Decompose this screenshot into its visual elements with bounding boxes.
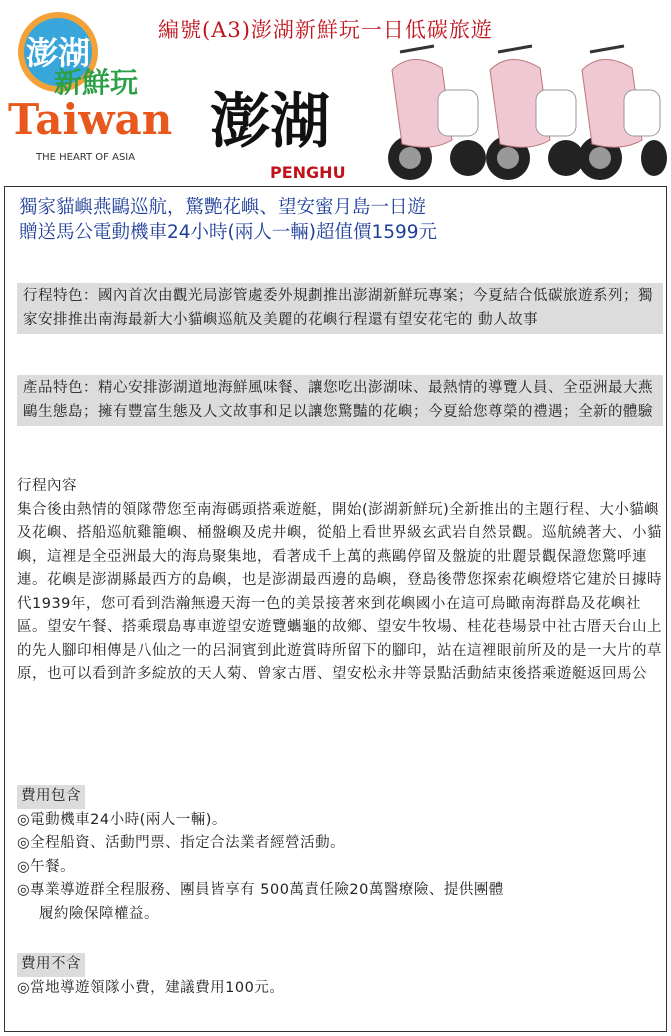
included-item: ◎全程船資、活動門票、指定合法業者經營活動。 xyxy=(17,835,346,851)
logo-text-fresh-fun: 新鮮玩 xyxy=(53,66,139,99)
excluded-section xyxy=(17,953,663,1000)
promo-headline xyxy=(19,195,437,245)
tour-features: 行程特色：國內首次由觀光局澎管處委外規劃推出澎湖新鮮玩專案；今夏結合低碳旅遊系列；獨家安排推出南海最新大小貓嶼巡航及美麗的花嶼行程還有望安花宅的 動人故事 xyxy=(17,283,663,334)
logo-tagline: THE HEART OF ASIA xyxy=(36,152,136,163)
logo-text-penghu: 澎湖 xyxy=(25,34,91,72)
tour-details-panel xyxy=(4,186,667,1032)
scooter-2 xyxy=(486,46,584,180)
penghu-fresh-fun-logo xyxy=(6,8,182,178)
included-heading: 費用包含 xyxy=(17,785,85,809)
included-item: ◎專業導遊群全程服務、團員皆享有 500萬責任險20萬醫療險、提供團體 xyxy=(17,882,504,898)
included-section xyxy=(17,785,663,926)
scooter-1 xyxy=(388,46,486,180)
excluded-heading: 費用不含 xyxy=(17,953,85,977)
logo-text-taiwan: Taiwan xyxy=(8,95,173,144)
penghu-calligraphy-logo xyxy=(206,72,376,184)
itinerary-heading: 行程內容 xyxy=(17,478,77,494)
itinerary-body: 集合後由熱情的領隊帶您至南海碼頭搭乘遊艇，開始(澎湖新鮮玩)全新推出的主題行程、大小貓嶼及花嶼、搭船巡航雞籠嶼、桶盤嶼及虎井嶼，從船上看世界級玄武岩自然景觀。巡航繞著大、小貓嶼，這裡是全亞洲最大的海鳥聚集地，看著成千上萬的燕鷗停留及盤旋的壯麗景觀保證您驚呼連連。花嶼是澎湖縣最西方的島嶼，也是澎湖最西邊的島嶼，登島後帶您探索花嶼燈塔它建於日據時代1939年，您可看到浩瀚無邊天海一色的美景接著來到花嶼國小在這可鳥瞰南海群島及花嶼社區。望安午餐、搭乘環島專車遊望安遊覽蠵龜的故鄉、望安牛牧場、桂花巷場景中社古厝天台山上的先人腳印相傳是八仙之一的呂洞賓到此遊賞時所留下的腳印，站在這裡眼前所及的是一大片的草原，也可以看到許多綻放的天人菊、曾家古厝、望安松永井等景點活動結束後搭乘遊艇返回馬公 xyxy=(17,501,662,682)
scooter-3 xyxy=(578,46,667,180)
itinerary-section xyxy=(17,475,663,687)
included-item-continued: 履約險保障權益。 xyxy=(39,905,159,922)
promo-line-2: 贈送馬公電動機車24小時(兩人一輛)超值價1599元 xyxy=(19,222,438,243)
tour-code-title: 編號(A3)澎湖新鮮玩一日低碳旅遊 xyxy=(158,18,493,42)
included-item: ◎午餐。 xyxy=(17,858,76,875)
product-features: 產品特色：精心安排澎湖道地海鮮風味餐、讓您吃出澎湖味、最熱情的導覽人員、全亞洲最大燕鷗生態島；擁有豐富生態及人文故事和足以讓您驚豔的花嶼；今夏給您尊榮的禮遇；全新的體驗 xyxy=(17,375,663,426)
penghu-calligraphy-text: 澎湖 xyxy=(210,87,330,157)
header xyxy=(0,0,671,186)
promo-line-1: 獨家貓嶼燕鷗巡航，驚艷花嶼、望安蜜月島一日遊 xyxy=(19,197,427,218)
included-item: ◎電動機車24小時(兩人一輛)。 xyxy=(17,811,227,828)
excluded-item: ◎當地導遊領隊小費，建議費用100元。 xyxy=(17,979,285,996)
penghu-label: PENGHU xyxy=(270,163,346,182)
electric-scooters-image xyxy=(372,40,668,186)
